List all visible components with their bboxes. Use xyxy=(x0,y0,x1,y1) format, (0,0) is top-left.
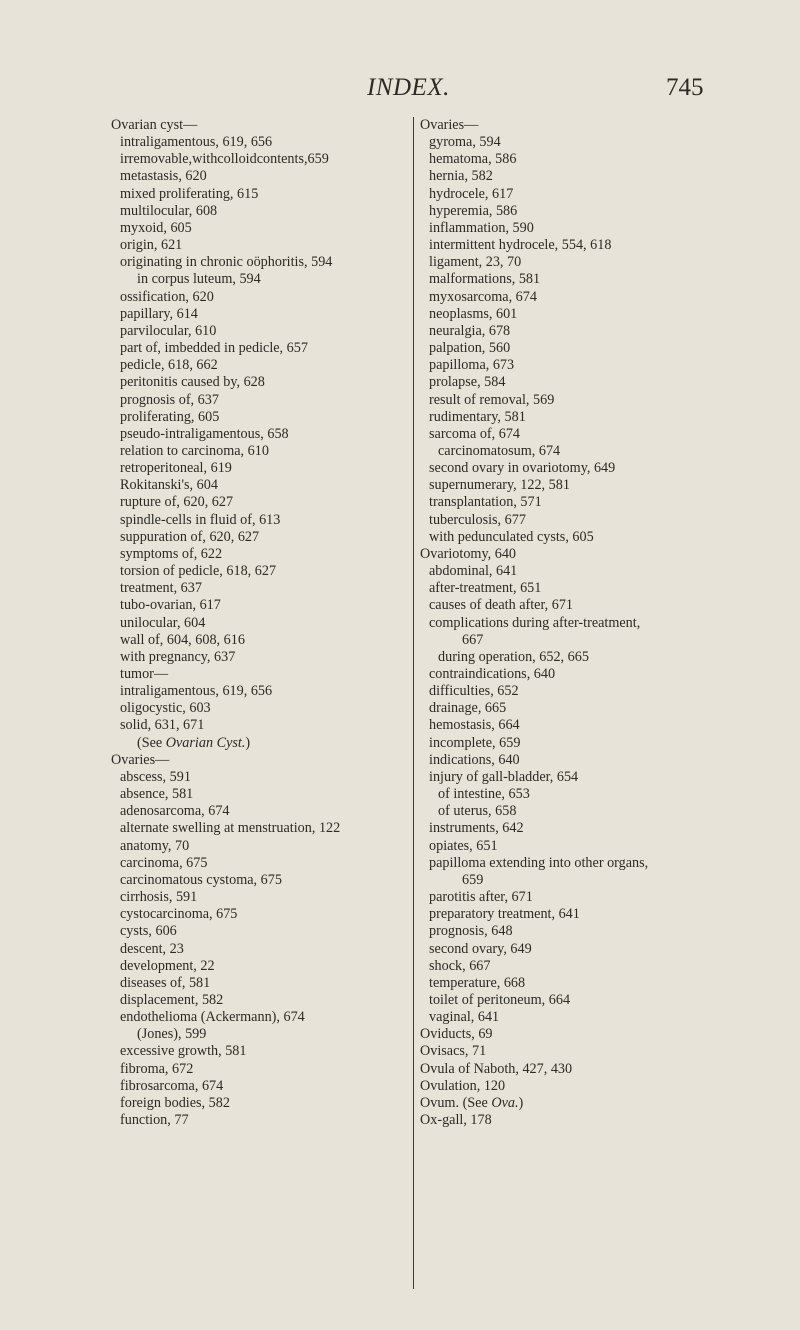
index-entry: hyperemia, 586 xyxy=(429,202,518,219)
index-entry: metastasis, 620 xyxy=(120,168,207,185)
index-entry: hernia, 582 xyxy=(429,168,493,185)
index-entry: of uterus, 658 xyxy=(438,803,517,820)
index-entry: carcinomatosum, 674 xyxy=(438,442,561,459)
index-entry: mixed proliferating, 615 xyxy=(120,185,259,202)
index-entry: (See Ovarian Cyst.) xyxy=(137,734,251,751)
index-entry: second ovary in ovariotomy, 649 xyxy=(429,460,616,477)
index-entry: malformations, 581 xyxy=(429,271,541,288)
index-entry: myxosarcoma, 674 xyxy=(429,288,537,305)
index-entry: peritonitis caused by, 628 xyxy=(120,374,265,391)
index-entry: carcinoma, 675 xyxy=(120,854,208,871)
index-entry: abscess, 591 xyxy=(120,768,191,785)
index-entry: injury of gall-bladder, 654 xyxy=(429,768,579,785)
column-divider xyxy=(413,117,414,1289)
index-entry: pedicle, 618, 662 xyxy=(120,357,218,374)
index-entry: tuberculosis, 677 xyxy=(429,511,526,528)
index-entry: toilet of peritoneum, 664 xyxy=(429,991,571,1008)
index-entry: parotitis after, 671 xyxy=(429,889,533,906)
index-entry: gyroma, 594 xyxy=(429,134,501,151)
index-entry: neuralgia, 678 xyxy=(429,322,511,339)
index-entry: multilocular, 608 xyxy=(120,202,218,219)
index-entry: symptoms of, 622 xyxy=(120,545,223,562)
index-entry: neoplasms, 601 xyxy=(429,305,518,322)
index-entry: rudimentary, 581 xyxy=(429,408,526,425)
index-entry: palpation, 560 xyxy=(429,340,511,357)
index-entry: intraligamentous, 619, 656 xyxy=(120,134,273,151)
page-header xyxy=(0,70,800,110)
index-entry: cystocarcinoma, 675 xyxy=(120,906,238,923)
index-entry: instruments, 642 xyxy=(429,820,524,837)
index-entry: papilloma, 673 xyxy=(429,357,515,374)
index-entry: inflammation, 590 xyxy=(429,219,534,236)
index-entry: with pregnancy, 637 xyxy=(120,648,236,665)
index-entry: result of removal, 569 xyxy=(429,391,555,408)
index-entry: cysts, 606 xyxy=(120,923,177,940)
index-entry: causes of death after, 671 xyxy=(429,597,574,614)
index-entry: displacement, 582 xyxy=(120,991,224,1008)
index-entry: part of, imbedded in pedicle, 657 xyxy=(120,340,308,357)
index-entry: descent, 23 xyxy=(120,940,184,957)
index-entry: foreign bodies, 582 xyxy=(120,1094,230,1111)
index-entry: myxoid, 605 xyxy=(120,219,192,236)
index-entry: intraligamentous, 619, 656 xyxy=(120,683,273,700)
running-title: INDEX. xyxy=(367,74,450,101)
index-entry: oligocystic, 603 xyxy=(120,700,211,717)
index-entry: hemostasis, 664 xyxy=(429,717,520,734)
index-entry: function, 77 xyxy=(120,1112,189,1129)
index-entry: pseudo-intraligamentous, 658 xyxy=(120,425,289,442)
index-entry: intermittent hydrocele, 554, 618 xyxy=(429,237,612,254)
index-entry: with pedunculated cysts, 605 xyxy=(429,528,594,545)
index-entry: papillary, 614 xyxy=(120,305,198,322)
index-entry: second ovary, 649 xyxy=(429,940,532,957)
index-entry: adenosarcoma, 674 xyxy=(120,803,230,820)
index-entry: diseases of, 581 xyxy=(120,974,211,991)
index-entry: rupture of, 620, 627 xyxy=(120,494,234,511)
index-entry: ossification, 620 xyxy=(120,288,214,305)
index-entry: excessive growth, 581 xyxy=(120,1043,247,1060)
index-entry: wall of, 604, 608, 616 xyxy=(120,631,245,648)
index-entry: originating in chronic oöphoritis, 594 xyxy=(120,254,333,271)
index-entry: proliferating, 605 xyxy=(120,408,220,425)
index-entry: prognosis of, 637 xyxy=(120,391,219,408)
index-entry: papilloma extending into other organs, xyxy=(429,854,649,871)
index-entry: in corpus luteum, 594 xyxy=(137,271,261,288)
index-entry: Ovarian cyst— xyxy=(111,117,198,133)
index-entry: transplantation, 571 xyxy=(429,494,542,511)
index-entry: abdominal, 641 xyxy=(429,563,518,580)
index-entry: anatomy, 70 xyxy=(120,837,190,854)
index-entry: development, 22 xyxy=(120,957,215,974)
index-column-right xyxy=(420,117,720,1129)
index-entry: during operation, 652, 665 xyxy=(438,648,589,665)
index-entry: Ovum. (See Ova.) xyxy=(420,1094,524,1111)
index-entry: prolapse, 584 xyxy=(429,374,506,391)
page-number: 745 xyxy=(666,74,704,101)
index-entry: Ovaries— xyxy=(420,117,479,133)
index-entry: Ovulation, 120 xyxy=(420,1077,506,1094)
index-entry: Ox-gall, 178 xyxy=(420,1112,492,1129)
index-entry: hydrocele, 617 xyxy=(429,185,514,202)
index-entry: Oviducts, 69 xyxy=(420,1026,493,1043)
index-entry: after-treatment, 651 xyxy=(429,580,542,597)
index-entry: contraindications, 640 xyxy=(429,666,556,682)
index-entry: endothelioma (Ackermann), 674 xyxy=(120,1009,305,1026)
index-entry: supernumerary, 122, 581 xyxy=(429,477,570,494)
index-entry: carcinomatous cystoma, 675 xyxy=(120,871,282,888)
index-entry: sarcoma of, 674 xyxy=(429,425,521,442)
index-column-left xyxy=(111,117,406,1129)
index-entry: origin, 621 xyxy=(120,237,183,254)
index-entry: drainage, 665 xyxy=(429,700,507,717)
index-entry: Ovisacs, 71 xyxy=(420,1043,487,1060)
index-entry: indications, 640 xyxy=(429,751,520,768)
index-entry: opiates, 651 xyxy=(429,837,498,854)
index-entry: 667 xyxy=(462,631,484,648)
index-entry: vaginal, 641 xyxy=(429,1009,500,1026)
index-entry: treatment, 637 xyxy=(120,580,202,597)
index-entry: irremovable,withcolloidcontents,659 xyxy=(120,151,329,168)
index-entry: spindle-cells in fluid of, 613 xyxy=(120,511,281,528)
index-entry: alternate swelling at menstruation, 122 xyxy=(120,820,341,837)
index-entry: hematoma, 586 xyxy=(429,151,517,168)
index-entry: difficulties, 652 xyxy=(429,683,519,700)
index-entry: unilocular, 604 xyxy=(120,614,206,631)
index-entry: prognosis, 648 xyxy=(429,923,513,940)
index-entry: suppuration of, 620, 627 xyxy=(120,528,260,545)
index-entry: shock, 667 xyxy=(429,957,491,974)
index-entry: of intestine, 653 xyxy=(438,786,530,803)
index-entry: tubo-ovarian, 617 xyxy=(120,597,221,614)
index-entry: tumor— xyxy=(120,666,169,682)
index-entry: torsion of pedicle, 618, 627 xyxy=(120,563,277,580)
index-entry: ligament, 23, 70 xyxy=(429,254,522,271)
index-entry: preparatory treatment, 641 xyxy=(429,906,580,923)
index-entry: solid, 631, 671 xyxy=(120,717,205,734)
index-entry: 659 xyxy=(462,871,484,888)
index-entry: Ovaries— xyxy=(111,751,170,768)
index-entry: temperature, 668 xyxy=(429,974,526,991)
index-entry: retroperitoneal, 619 xyxy=(120,460,232,477)
index-entry: cirrhosis, 591 xyxy=(120,889,198,906)
index-entry: (Jones), 599 xyxy=(137,1026,207,1043)
index-entry: relation to carcinoma, 610 xyxy=(120,442,269,459)
index-entry: parvilocular, 610 xyxy=(120,322,217,339)
index-entry: complications during after-treatment, xyxy=(429,614,641,631)
index-entry: fibrosarcoma, 674 xyxy=(120,1077,224,1094)
index-entry: incomplete, 659 xyxy=(429,734,521,751)
index-entry: Ovariotomy, 640 xyxy=(420,545,517,562)
index-entry: absence, 581 xyxy=(120,786,194,803)
index-entry: fibroma, 672 xyxy=(120,1060,194,1077)
index-entry: Rokitanski's, 604 xyxy=(120,477,218,494)
index-entry: Ovula of Naboth, 427, 430 xyxy=(420,1060,573,1077)
